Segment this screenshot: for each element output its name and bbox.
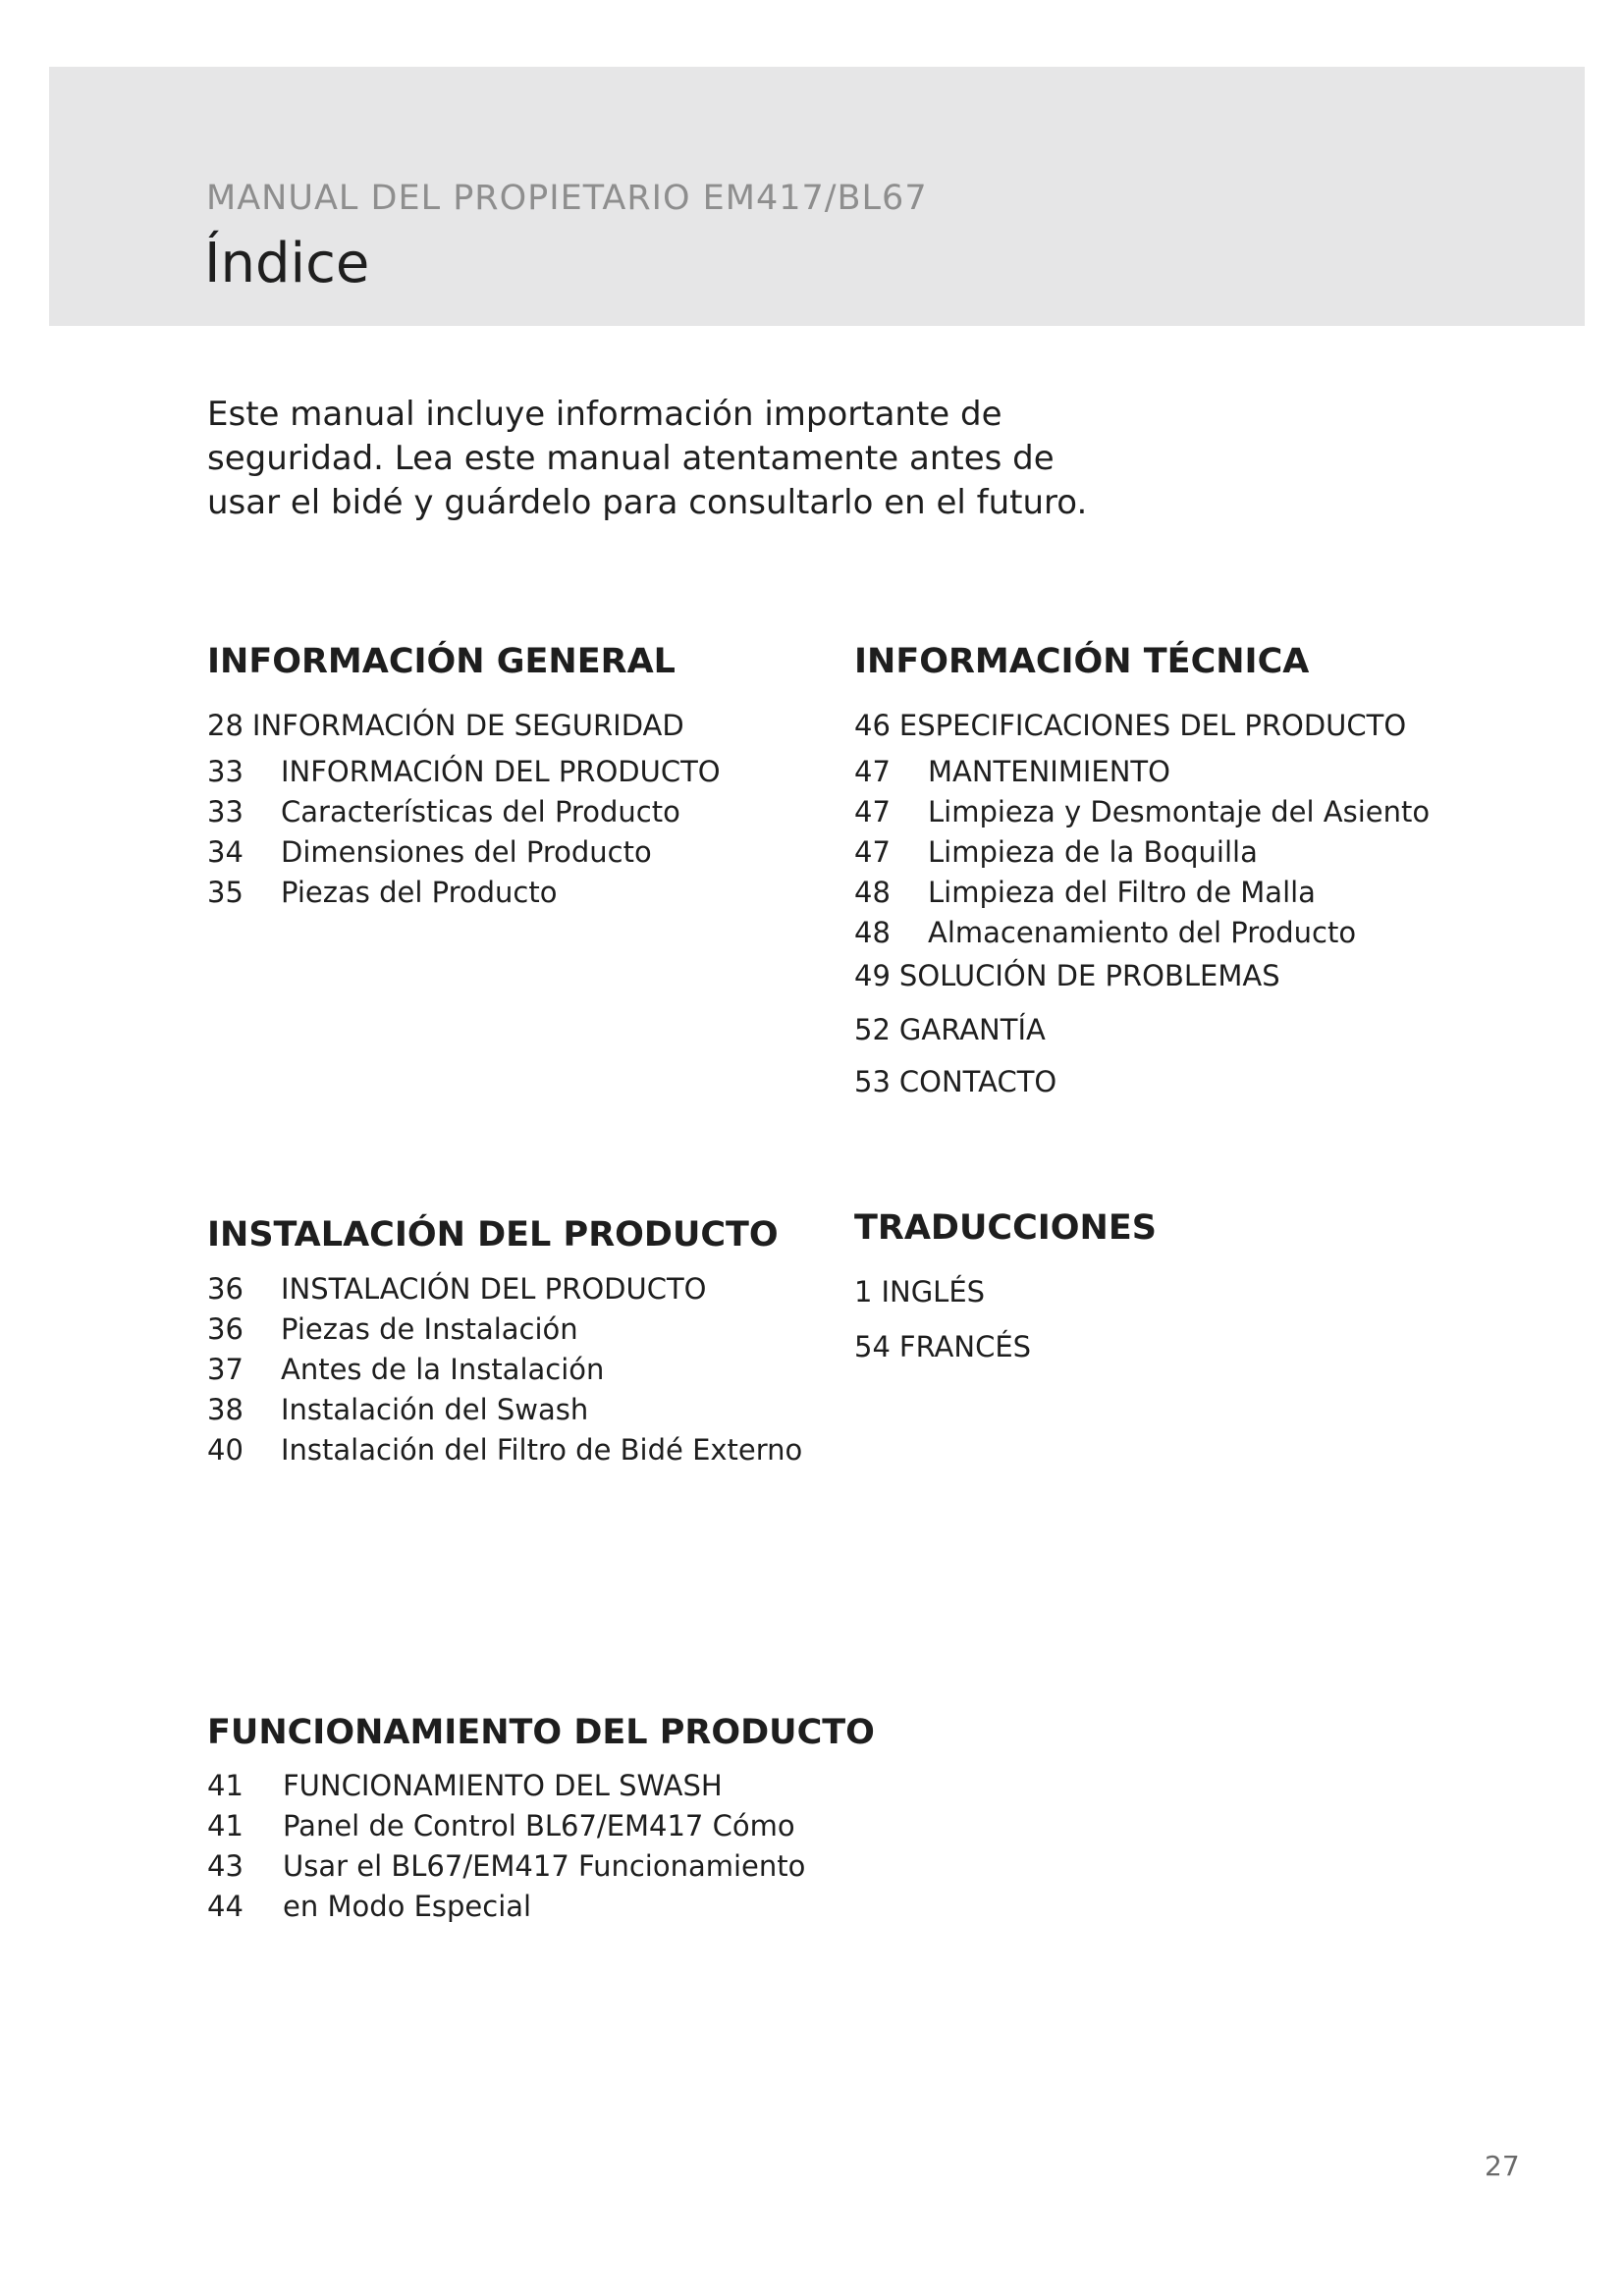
toc-label: INFORMACIÓN DEL PRODUCTO bbox=[281, 755, 721, 788]
toc-label: Limpieza de la Boquilla bbox=[928, 835, 1258, 869]
page-title: Índice bbox=[204, 232, 370, 295]
toc-item[interactable] bbox=[207, 876, 721, 916]
section-heading: INFORMACIÓN GENERAL bbox=[207, 642, 676, 681]
toc-page: 48 bbox=[854, 876, 891, 909]
section-instalacion bbox=[207, 1215, 802, 1473]
toc-label: Usar el BL67/EM417 Funcionamiento bbox=[283, 1849, 806, 1883]
toc-item[interactable] bbox=[207, 1353, 802, 1393]
toc-label: INGLÉS bbox=[881, 1275, 986, 1308]
toc-item[interactable] bbox=[854, 959, 1430, 1013]
toc-label: Almacenamiento del Producto bbox=[928, 916, 1357, 949]
toc-page: 48 bbox=[854, 916, 891, 949]
toc-label: Dimensiones del Producto bbox=[281, 835, 652, 869]
toc-page: 47 bbox=[854, 755, 891, 788]
toc-label: CONTACTO bbox=[898, 1065, 1057, 1098]
toc-page: 40 bbox=[207, 1433, 244, 1467]
toc-label: Limpieza del Filtro de Malla bbox=[928, 876, 1316, 909]
toc-page: 53 bbox=[854, 1065, 891, 1098]
toc-label: INFORMACIÓN DE SEGURIDAD bbox=[251, 709, 684, 742]
toc-page: 33 bbox=[207, 795, 244, 828]
toc-list bbox=[854, 1275, 1157, 1370]
toc-item[interactable] bbox=[854, 795, 1430, 835]
toc-label: FUNCIONAMIENTO DEL SWASH bbox=[283, 1769, 723, 1802]
intro-line: Este manual incluye información importante de bbox=[207, 395, 1002, 434]
toc-label: FRANCÉS bbox=[898, 1330, 1032, 1363]
toc-item[interactable] bbox=[207, 795, 721, 835]
toc-item[interactable] bbox=[207, 1272, 802, 1312]
toc-page: 46 bbox=[854, 709, 891, 742]
toc-label: en Modo Especial bbox=[283, 1890, 532, 1923]
toc-label: ESPECIFICACIONES DEL PRODUCTO bbox=[898, 709, 1407, 742]
toc-label: Antes de la Instalación bbox=[281, 1353, 605, 1386]
toc-label: Características del Producto bbox=[281, 795, 680, 828]
toc-page: 47 bbox=[854, 795, 891, 828]
toc-page: 54 bbox=[854, 1330, 891, 1363]
toc-item[interactable] bbox=[207, 1890, 875, 1930]
toc-label: SOLUCIÓN DE PROBLEMAS bbox=[898, 959, 1280, 992]
toc-item[interactable] bbox=[207, 1312, 802, 1353]
toc-page: 33 bbox=[207, 755, 244, 788]
toc-item[interactable] bbox=[207, 709, 721, 755]
toc-list bbox=[207, 1769, 875, 1930]
section-funcionamiento bbox=[207, 1713, 875, 1930]
toc-label: Piezas del Producto bbox=[281, 876, 558, 909]
toc-item[interactable] bbox=[207, 1849, 875, 1890]
toc-item[interactable] bbox=[854, 876, 1430, 916]
toc-page: 37 bbox=[207, 1353, 244, 1386]
section-traducciones bbox=[854, 1208, 1157, 1370]
intro-paragraph bbox=[207, 393, 1150, 525]
toc-label: MANTENIMIENTO bbox=[928, 755, 1170, 788]
toc-label: GARANTÍA bbox=[898, 1013, 1046, 1046]
toc-page: 52 bbox=[854, 1013, 891, 1046]
toc-item[interactable] bbox=[854, 835, 1430, 876]
toc-label: Piezas de Instalación bbox=[281, 1312, 578, 1346]
toc-item[interactable] bbox=[854, 1013, 1430, 1065]
toc-item[interactable] bbox=[854, 1275, 1157, 1330]
page-number: 27 bbox=[1485, 2150, 1520, 2182]
toc-item[interactable] bbox=[207, 1809, 875, 1849]
toc-page: 1 bbox=[854, 1275, 873, 1308]
toc-label: Panel de Control BL67/EM417 Cómo bbox=[283, 1809, 795, 1842]
section-heading: INSTALACIÓN DEL PRODUCTO bbox=[207, 1215, 779, 1255]
toc-page: 38 bbox=[207, 1393, 244, 1426]
toc-page: 43 bbox=[207, 1849, 244, 1883]
section-informacion-tecnica bbox=[854, 642, 1430, 1105]
toc-page: 49 bbox=[854, 959, 891, 992]
toc-label: Limpieza y Desmontaje del Asiento bbox=[928, 795, 1431, 828]
toc-page: 35 bbox=[207, 876, 244, 909]
toc-page: 41 bbox=[207, 1769, 244, 1802]
section-heading: INFORMACIÓN TÉCNICA bbox=[854, 642, 1310, 681]
toc-label: Instalación del Swash bbox=[281, 1393, 589, 1426]
toc-page: 44 bbox=[207, 1890, 244, 1923]
toc-label: Instalación del Filtro de Bidé Externo bbox=[281, 1433, 803, 1467]
toc-item[interactable] bbox=[207, 755, 721, 795]
toc-item[interactable] bbox=[854, 1330, 1157, 1370]
toc-page: 28 bbox=[207, 709, 244, 742]
manual-subtitle: MANUAL DEL PROPIETARIO EM417/BL67 bbox=[206, 179, 928, 218]
toc-item[interactable] bbox=[207, 835, 721, 876]
toc-item[interactable] bbox=[854, 709, 1430, 755]
toc-item[interactable] bbox=[207, 1769, 875, 1809]
toc-list bbox=[207, 1272, 802, 1473]
toc-list bbox=[854, 709, 1430, 1105]
toc-page: 41 bbox=[207, 1809, 244, 1842]
toc-item[interactable] bbox=[854, 755, 1430, 795]
toc-item[interactable] bbox=[207, 1433, 802, 1473]
section-informacion-general bbox=[207, 642, 721, 916]
toc-page: 47 bbox=[854, 835, 891, 869]
toc-item[interactable] bbox=[854, 1065, 1430, 1105]
toc-page: 36 bbox=[207, 1312, 244, 1346]
toc-label: INSTALACIÓN DEL PRODUCTO bbox=[281, 1272, 707, 1306]
section-heading: TRADUCCIONES bbox=[854, 1208, 1157, 1248]
toc-list bbox=[207, 709, 721, 916]
intro-line: usar el bidé y guárdelo para consultarlo en el futuro. bbox=[207, 483, 1088, 522]
toc-item[interactable] bbox=[854, 916, 1430, 959]
toc-page: 36 bbox=[207, 1272, 244, 1306]
intro-line: seguridad. Lea este manual atentamente antes de bbox=[207, 439, 1055, 478]
toc-page: 34 bbox=[207, 835, 244, 869]
section-heading: FUNCIONAMIENTO DEL PRODUCTO bbox=[207, 1713, 875, 1752]
toc-item[interactable] bbox=[207, 1393, 802, 1433]
